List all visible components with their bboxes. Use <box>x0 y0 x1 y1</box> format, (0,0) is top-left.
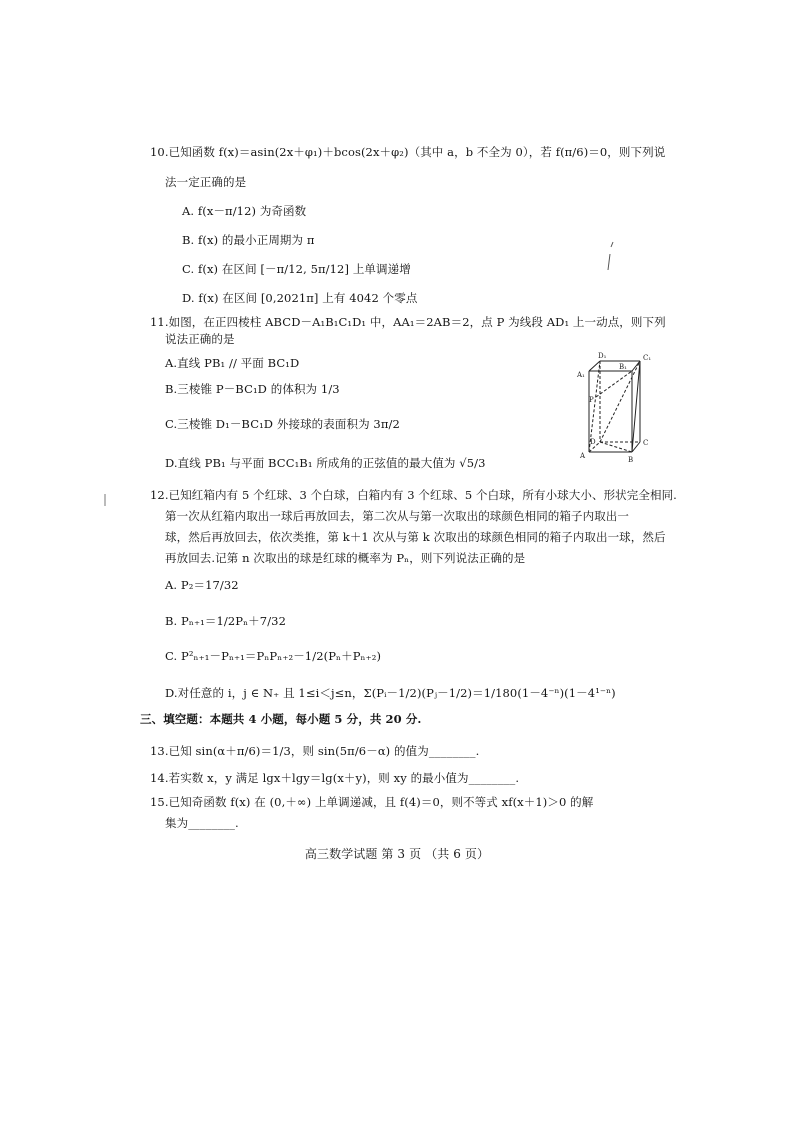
q12-stem-cont-2: 球，然后再放回去，依次类推，第 k＋1 次从与第 k 次取出的球颜色相同的箱子内取出一球，然后 <box>165 530 666 544</box>
label-d1: D₁ <box>598 352 607 360</box>
q11-option-c: C.三棱锥 D₁－BC₁D 外接球的表面积为 3π/2 <box>165 417 400 431</box>
q11-option-a: A.直线 PB₁ // 平面 BC₁D <box>165 356 300 370</box>
q15-stem: 15.已知奇函数 f(x) 在 (0,＋∞) 上单调递减，且 f(4)＝0，则不等式 xf(x＋1)＞0 的解 <box>150 795 594 809</box>
q10-option-c: C. f(x) 在区间 [－π/12, 5π/12] 上单调递增 <box>182 262 411 276</box>
q10-option-d: D. f(x) 在区间 [0,2021π] 上有 4042 个零点 <box>182 291 418 305</box>
q11-option-d: D.直线 PB₁ 与平面 BCC₁B₁ 所成角的正弦值的最大值为 √5/3 <box>165 456 486 470</box>
q12-option-a: A. P₂＝17/32 <box>165 578 239 592</box>
page-footer: 高三数学试题 第 3 页 （共 6 页） <box>304 847 490 861</box>
q15-stem-cont: 集为________. <box>165 816 239 830</box>
scan-mark <box>600 240 620 274</box>
q12-stem: 12.已知红箱内有 5 个红球、3 个白球，白箱内有 3 个红球、5 个白球，所有小球大小、形状完全相同. <box>150 488 677 502</box>
label-b1: B₁ <box>619 363 627 371</box>
q12-option-c: C. P²ₙ₊₁－Pₙ₊₁＝PₙPₙ₊₂－1/2(Pₙ＋Pₙ₊₂) <box>165 649 382 663</box>
label-b: B <box>628 456 634 464</box>
q11-stem-cont: 说法正确的是 <box>165 332 235 346</box>
q10-option-a: A. f(x－π/12) 为奇函数 <box>182 204 307 218</box>
q11-stem: 11.如图，在正四棱柱 ABCD－A₁B₁C₁D₁ 中，AA₁＝2AB＝2，点 P 为线段 AD₁ 上一动点，则下列 <box>150 315 666 329</box>
label-c: C <box>643 439 649 447</box>
q12-stem-cont-3: 再放回去.记第 n 次取出的球是红球的概率为 Pₙ，则下列说法正确的是 <box>165 551 526 565</box>
q14-stem: 14.若实数 x，y 满足 lgx＋lgy＝lg(x＋y)，则 xy 的最小值为________. <box>150 771 520 785</box>
q10-stem-cont: 法一定正确的是 <box>165 175 247 189</box>
q13-stem: 13.已知 sin(α＋π/6)＝1/3，则 sin(5π/6－α) 的值为________. <box>150 744 480 758</box>
label-a: A <box>580 452 586 460</box>
prism-figure <box>576 352 661 467</box>
section-heading-fill-in: 三、填空题：本题共 4 小题，每小题 5 分，共 20 分. <box>140 712 422 726</box>
q10-option-b: B. f(x) 的最小正周期为 π <box>182 233 315 247</box>
q12-option-d: D.对任意的 i，j ∈ N₊ 且 1≤i＜j≤n，Σ(Pᵢ－1/2)(Pⱼ－1/2)＝1/180(1－4⁻ⁿ)(1－4¹⁻ⁿ) <box>165 686 616 700</box>
q10-stem: 10.已知函数 f(x)＝asin(2x＋φ₁)＋bcos(2x＋φ₂)（其中 a，b 不全为 0），若 f(π/6)＝0，则下列说 <box>150 145 666 159</box>
q12-option-b: B. Pₙ₊₁＝1/2Pₙ＋7/32 <box>165 614 286 628</box>
label-a1: A₁ <box>577 371 585 379</box>
label-d: D <box>590 438 596 446</box>
q11-option-b: B.三棱锥 P－BC₁D 的体积为 1/3 <box>165 382 340 396</box>
scan-mark-left <box>103 494 107 506</box>
label-p: P <box>589 396 594 404</box>
label-c1: C₁ <box>643 354 652 362</box>
q12-stem-cont-1: 第一次从红箱内取出一球后再放回去，第二次从与第一次取出的球颜色相同的箱子内取出一 <box>165 509 629 523</box>
